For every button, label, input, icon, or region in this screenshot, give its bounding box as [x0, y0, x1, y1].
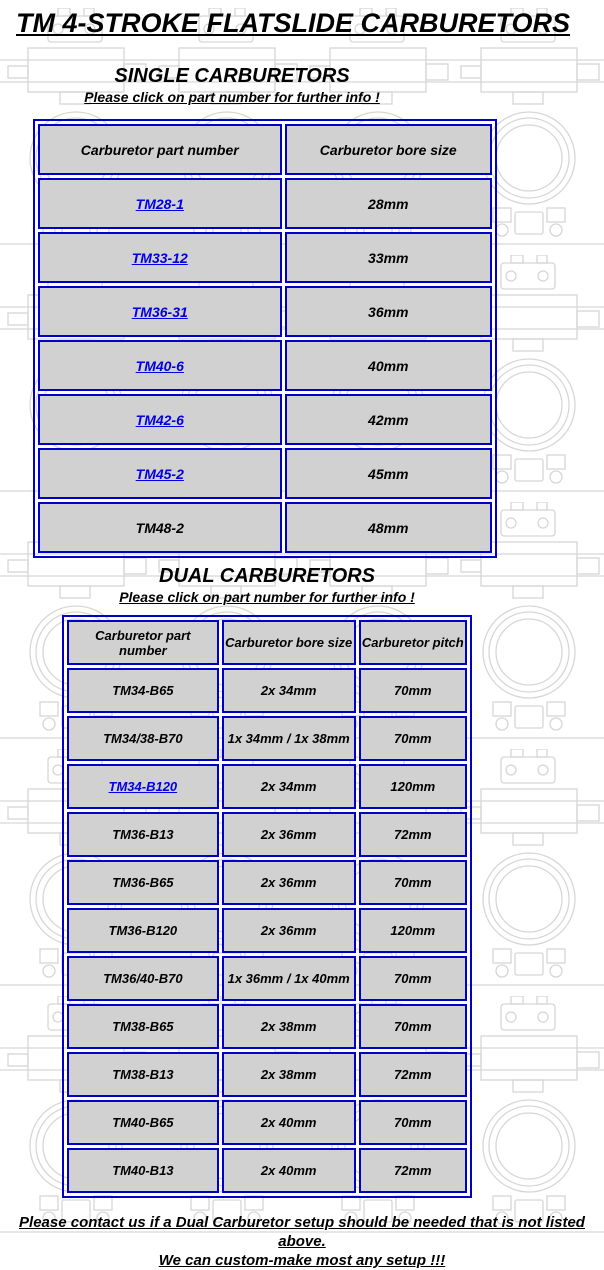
bore-size-cell: 2x 34mm [222, 764, 356, 809]
bore-size-cell: 2x 40mm [222, 1148, 356, 1193]
table-row [67, 956, 467, 1001]
part-number-cell: TM40-B13 [67, 1148, 219, 1193]
single-section-heading: SINGLE CARBURETORS [114, 65, 350, 87]
bore-size-cell: 2x 40mm [222, 1100, 356, 1145]
pitch-cell: 70mm [359, 668, 467, 713]
table-row [38, 448, 492, 499]
table-row [38, 394, 492, 445]
pitch-cell: 72mm [359, 1148, 467, 1193]
bore-size-cell: 2x 38mm [222, 1052, 356, 1097]
part-number-cell [38, 340, 282, 391]
pitch-cell: 72mm [359, 812, 467, 857]
part-number-cell [38, 286, 282, 337]
footer-line-2: We can custom-make most any setup !!! [158, 1252, 446, 1269]
pitch-cell: 72mm [359, 1052, 467, 1097]
table-row [67, 860, 467, 905]
page-title: TM 4-STROKE FLATSLIDE CARBURETORS [16, 8, 571, 38]
dual-carburetors-table [62, 615, 472, 1198]
table-row [38, 178, 492, 229]
table-row [67, 812, 467, 857]
bore-size-cell: 2x 36mm [222, 860, 356, 905]
table-row [67, 1100, 467, 1145]
link-tm42-6[interactable]: TM42-6 [135, 411, 184, 428]
bore-size-cell: 40mm [285, 340, 492, 391]
bore-size-cell: 2x 36mm [222, 812, 356, 857]
link-tm33-12[interactable]: TM33-12 [131, 249, 188, 266]
dual-section-subheading: Please click on part number for further info ! [119, 589, 415, 605]
part-number-cell: TM34-B65 [67, 668, 219, 713]
bore-size-cell: 2x 34mm [222, 668, 356, 713]
part-number-cell [38, 178, 282, 229]
bore-size-cell: 2x 36mm [222, 908, 356, 953]
part-number-cell [67, 764, 219, 809]
table-row [67, 908, 467, 953]
pitch-cell: 120mm [359, 764, 467, 809]
link-tm45-2[interactable]: TM45-2 [135, 465, 184, 482]
part-number-cell [38, 232, 282, 283]
table-row [67, 1148, 467, 1193]
pitch-cell: 70mm [359, 1100, 467, 1145]
bore-size-cell: 42mm [285, 394, 492, 445]
bore-size-cell: 45mm [285, 448, 492, 499]
pitch-cell: 120mm [359, 908, 467, 953]
part-number-cell: TM38-B13 [67, 1052, 219, 1097]
dual-col-header-part-number: Carburetor part number [67, 620, 219, 665]
table-row [67, 668, 467, 713]
single-section-subheading: Please click on part number for further info ! [84, 89, 380, 105]
single-carburetors-table [33, 119, 497, 558]
table-row [38, 340, 492, 391]
link-tm34-b120[interactable]: TM34-B120 [108, 779, 178, 794]
bore-size-cell: 48mm [285, 502, 492, 553]
bore-size-cell: 1x 36mm / 1x 40mm [222, 956, 356, 1001]
part-number-cell [38, 448, 282, 499]
page-content [0, 8, 604, 1270]
table-row [67, 764, 467, 809]
dual-table-header-row [67, 620, 467, 665]
pitch-cell: 70mm [359, 716, 467, 761]
table-row [38, 502, 492, 553]
bore-size-cell: 1x 34mm / 1x 38mm [222, 716, 356, 761]
table-row [38, 286, 492, 337]
link-tm36-31[interactable]: TM36-31 [131, 303, 188, 320]
link-tm40-6[interactable]: TM40-6 [135, 357, 184, 374]
single-col-header-bore-size: Carburetor bore size [285, 124, 492, 175]
bore-size-cell: 36mm [285, 286, 492, 337]
part-number-cell: TM48-2 [38, 502, 282, 553]
table-row [38, 232, 492, 283]
part-number-cell: TM36-B13 [67, 812, 219, 857]
table-row [67, 716, 467, 761]
bore-size-cell: 33mm [285, 232, 492, 283]
footer-note [0, 1213, 604, 1270]
part-number-cell: TM36/40-B70 [67, 956, 219, 1001]
pitch-cell: 70mm [359, 1004, 467, 1049]
bore-size-cell: 28mm [285, 178, 492, 229]
pitch-cell: 70mm [359, 956, 467, 1001]
dual-col-header-pitch: Carburetor pitch [359, 620, 467, 665]
table-row [67, 1052, 467, 1097]
dual-section-heading: DUAL CARBURETORS [159, 565, 375, 587]
footer-line-1: Please contact us if a Dual Carburetor setup should be needed that is not listed above. [19, 1214, 585, 1250]
link-tm28-1[interactable]: TM28-1 [135, 195, 184, 212]
single-table-header-row [38, 124, 492, 175]
pitch-cell: 70mm [359, 860, 467, 905]
bore-size-cell: 2x 38mm [222, 1004, 356, 1049]
dual-carburetors-section [0, 565, 604, 1198]
part-number-cell [38, 394, 282, 445]
dual-col-header-bore-size: Carburetor bore size [222, 620, 356, 665]
part-number-cell: TM36-B65 [67, 860, 219, 905]
single-carburetors-section [0, 65, 604, 558]
part-number-cell: TM34/38-B70 [67, 716, 219, 761]
table-row [67, 1004, 467, 1049]
part-number-cell: TM36-B120 [67, 908, 219, 953]
part-number-cell: TM38-B65 [67, 1004, 219, 1049]
part-number-cell: TM40-B65 [67, 1100, 219, 1145]
single-col-header-part-number: Carburetor part number [38, 124, 282, 175]
